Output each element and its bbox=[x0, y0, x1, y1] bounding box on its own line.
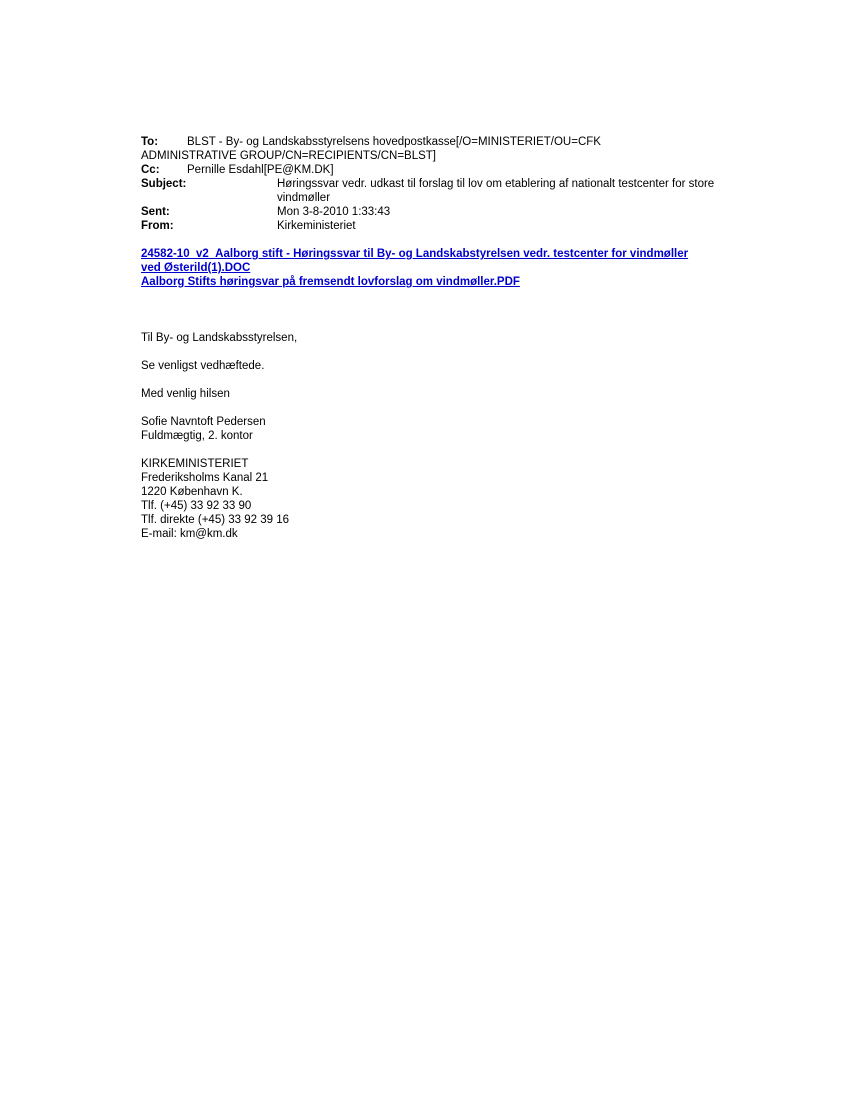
address-street: Frederiksholms Kanal 21 bbox=[141, 472, 269, 484]
to-value: BLST - By- og Landskabsstyrelsens hovedpostkasse[/O=MINISTERIET/OU=CFK bbox=[187, 136, 601, 148]
email-body bbox=[141, 331, 741, 541]
cc-line bbox=[141, 163, 741, 177]
from-row bbox=[141, 219, 741, 233]
attachment-link-doc[interactable]: 24582-10_v2_Aalborg stift - Høringssvar til By- og Landskabstyrelsen vedr. testcenter for vindmøller ved Østerild(1).DOC bbox=[141, 248, 689, 274]
organization-block bbox=[141, 457, 741, 541]
subject-value: Høringssvar vedr. udkast til forslag til lov om etablering af nationalt testcenter for store vindmøller bbox=[277, 178, 715, 204]
message-text: Se venligst vedhæftede. bbox=[141, 360, 265, 372]
email-printout bbox=[141, 135, 741, 555]
phone: Tlf. (+45) 33 92 33 90 bbox=[141, 500, 252, 512]
signature-block bbox=[141, 415, 741, 443]
from-value: Kirkeministeriet bbox=[277, 220, 356, 232]
cc-value: Pernille Esdahl[PE@KM.DK] bbox=[187, 164, 334, 176]
email-address: E-mail: km@km.dk bbox=[141, 528, 238, 540]
cc-label: Cc: bbox=[141, 164, 160, 176]
sent-value: Mon 3-8-2010 1:33:43 bbox=[277, 206, 391, 218]
address-city: 1220 København K. bbox=[141, 486, 243, 498]
to-label: To: bbox=[141, 136, 159, 148]
to-value-continued: ADMINISTRATIVE GROUP/CN=RECIPIENTS/CN=BLST] bbox=[141, 150, 437, 162]
sent-label: Sent: bbox=[141, 206, 170, 218]
attachment-list bbox=[141, 247, 741, 289]
signature-name: Sofie Navntoft Pedersen bbox=[141, 416, 266, 428]
email-header bbox=[141, 135, 741, 233]
greeting: Til By- og Landskabsstyrelsen, bbox=[141, 332, 298, 344]
to-line bbox=[141, 135, 741, 149]
subject-row bbox=[141, 177, 741, 205]
signature-title: Fuldmægtig, 2. kontor bbox=[141, 430, 253, 442]
subject-label: Subject: bbox=[141, 178, 187, 190]
sent-row bbox=[141, 205, 741, 219]
org-name: KIRKEMINISTERIET bbox=[141, 458, 249, 470]
phone-direct: Tlf. direkte (+45) 33 92 39 16 bbox=[141, 514, 289, 526]
attachment-link-pdf[interactable]: Aalborg Stifts høringsvar på fremsendt lovforslag om vindmøller.PDF bbox=[141, 276, 520, 288]
closing: Med venlig hilsen bbox=[141, 388, 230, 400]
from-label: From: bbox=[141, 220, 174, 232]
